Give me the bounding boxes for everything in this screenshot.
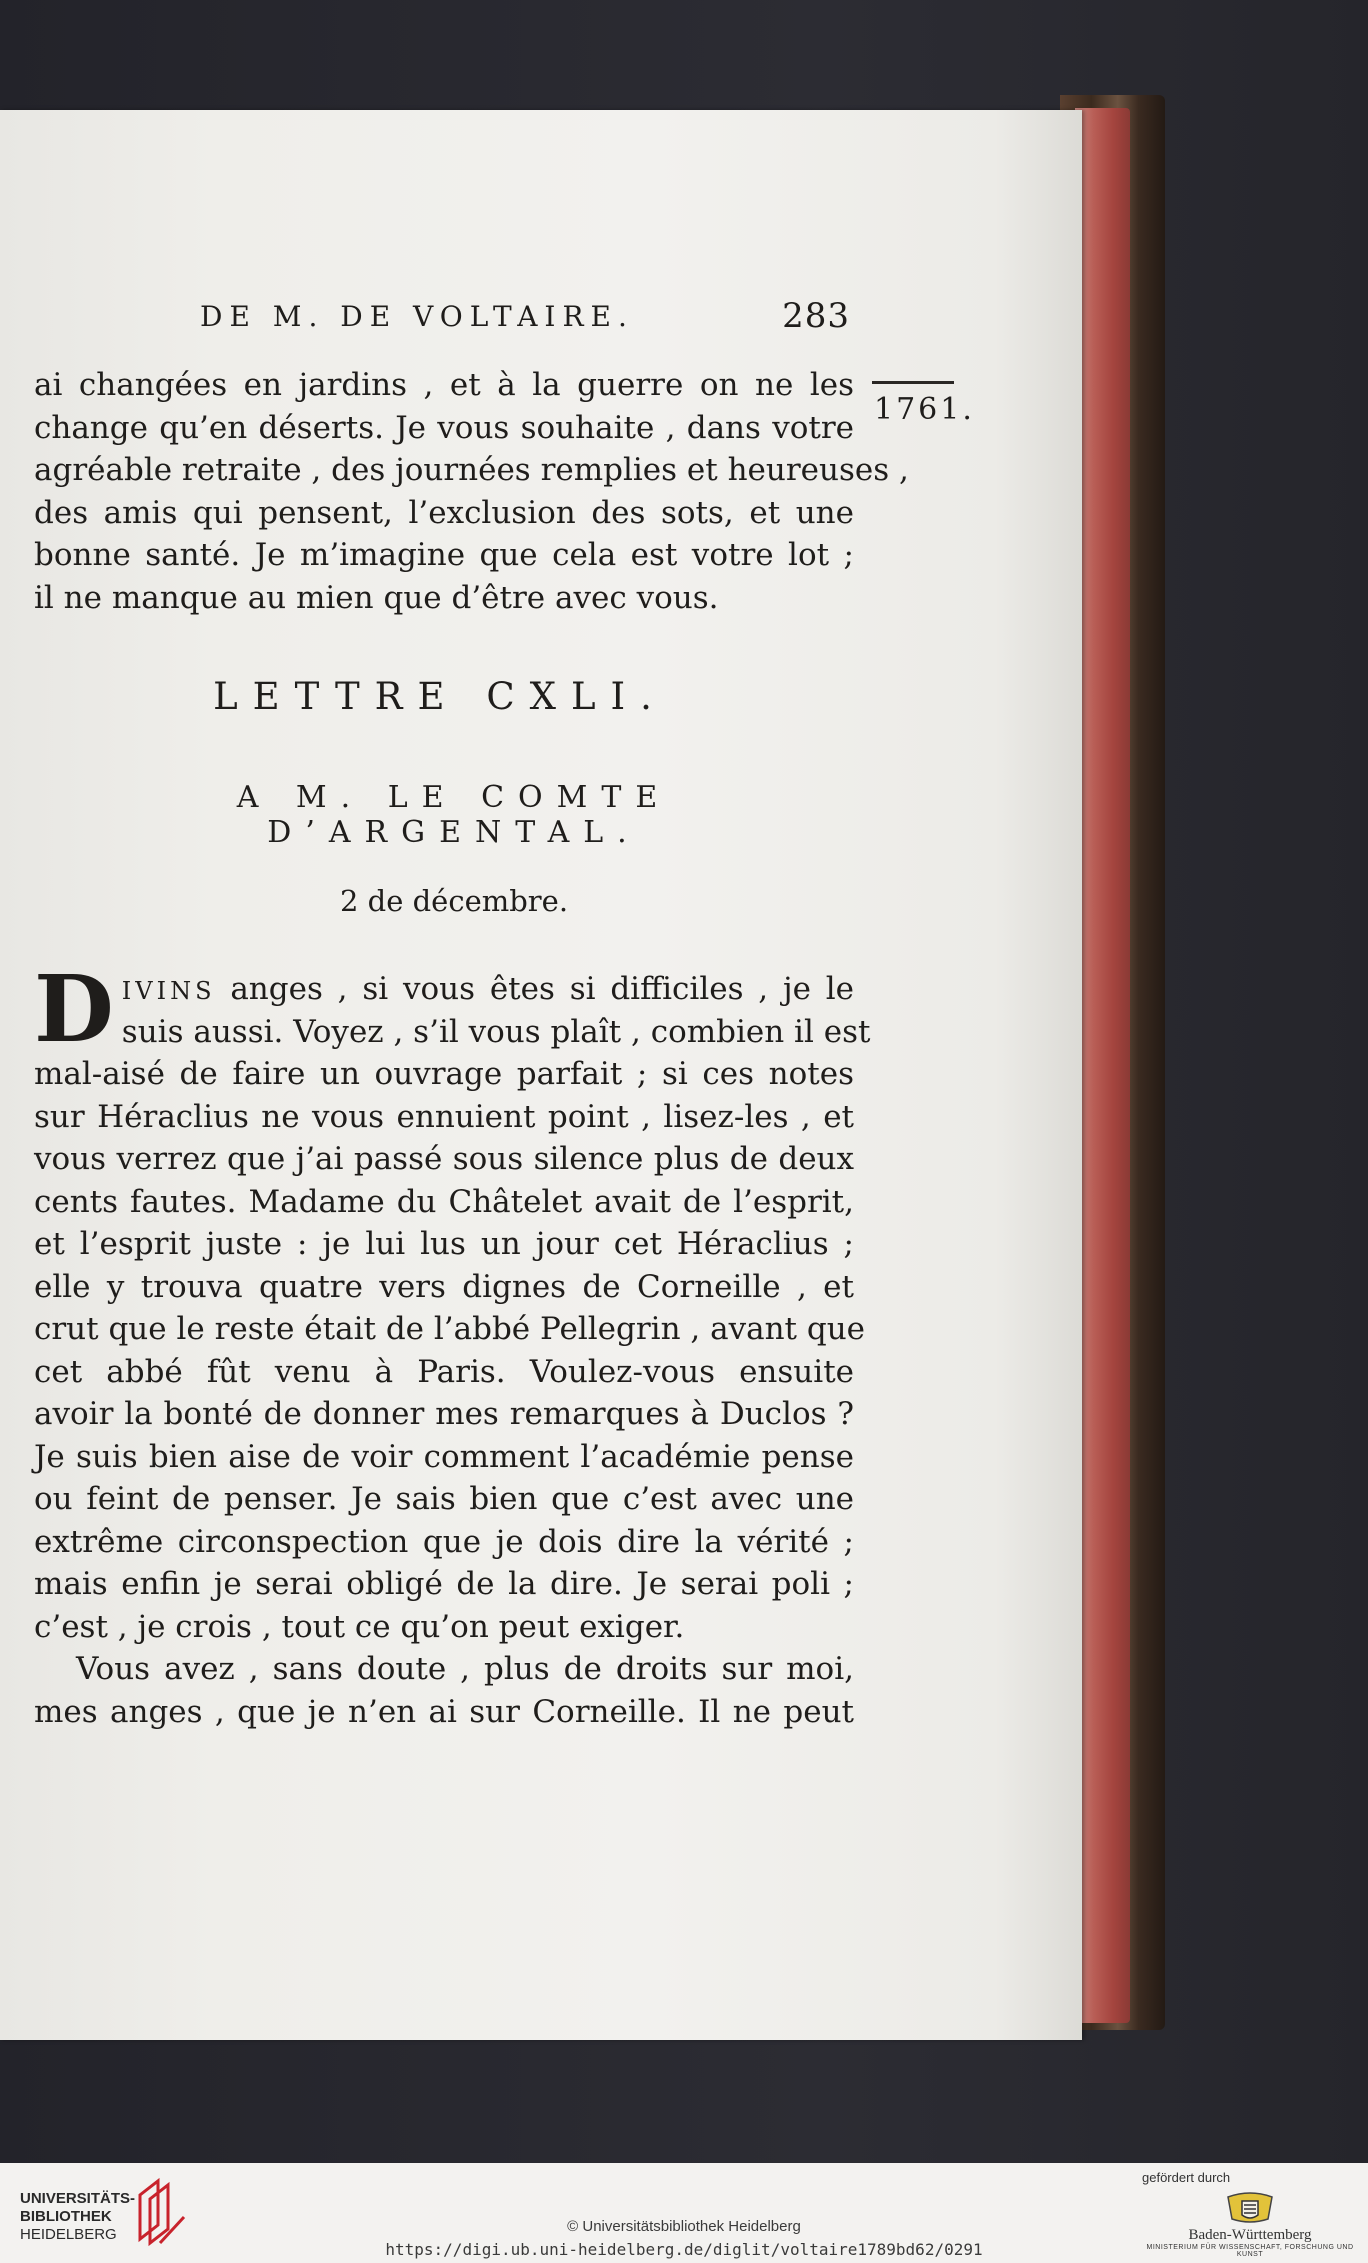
opening-paragraph [34,364,909,619]
permalink-url[interactable]: https://digi.ub.uni-heidelberg.de/diglit/voltaire1789bd62/0291 [385,2240,983,2259]
sponsor-label: gefördert durch [1142,2170,1231,2185]
sponsor-ministry: MINISTERIUM FÜR WISSENSCHAFT, FORSCHUNG UND KUNST [1146,2244,1354,2258]
letter-date: 2 de décembre. [340,884,569,918]
text-line: Je suis bien aise de voir comment l’académie pense [34,1438,854,1475]
text-line: il ne manque au mien que d’être avec vous. [34,579,719,616]
text-line: ou feint de penser. Je sais bien que c’est avec une [34,1481,854,1517]
text-line: des amis qui pensent, l’exclusion des sots, et une [34,494,854,531]
drop-cap: D [34,955,114,1063]
library-name[interactable] [20,2190,135,2244]
letter-title: LETTRE CXLI. [213,675,667,718]
library-name-line: UNIVERSITÄTS- [20,2190,136,2207]
sponsor-name: Baden-Württemberg [1188,2227,1312,2243]
red-page-edges [1075,108,1130,2023]
library-name-line: BIBLIOTHEK [20,2208,112,2225]
text-line: agréable retraite , des journées remplies et heureuses , [34,452,909,488]
page-number: 283 [782,296,850,336]
text-line: vous verrez que j’ai passé sous silence plus de deux [34,1141,854,1177]
text-line: ai changées en jardins , et à la guerre on ne les [34,367,854,403]
letter-body [34,955,871,1733]
text-line: sur Héraclius ne vous ennuient point , lisez-les , et [34,1098,854,1135]
running-head [200,296,850,340]
text-line: change qu’en déserts. Je vous souhaite , dans votre [34,409,854,446]
text-line: elle y trouva quatre vers dignes de Corneille , et [34,1268,854,1305]
margin-rule [872,381,954,384]
sponsor-block[interactable] [1140,2170,1360,2258]
text-line: c’est , je crois , tout ce qu’on peut exiger. [34,1608,685,1645]
margin-year: 1761. [874,392,975,427]
text-line: cents fautes. Madame du Châtelet avait de l’esprit, [34,1183,854,1220]
text-line: crut que le reste était de l’abbé Pellegrin , avant que [34,1311,866,1347]
text-line: avoir la bonté de donner mes remarques à Duclos ? [34,1396,854,1432]
text-line: Vous avez , sans doute , plus de droits sur moi, [34,1651,854,1687]
letter-recipient: A M. LE COMTE D’ARGENTAL. [236,780,672,850]
text-line: bonne santé. Je m’imagine que cela est votre lot ; [34,537,854,573]
running-head-title: DE M. DE VOLTAIRE. [200,300,634,333]
text-line: extrême circonspection que je dois dire la vérité ; [34,1523,854,1560]
text-line-rest: anges , si vous êtes si difficiles , je le [215,971,854,1007]
text-line: mal-aisé de faire un ouvrage parfait ; si ces notes [34,1056,854,1092]
text-line: mais enfin je serai obligé de la dire. Je serai poli ; [34,1566,854,1602]
text-line: et l’esprit juste : je lui lus un jour cet Héraclius ; [34,1226,854,1262]
copyright-notice: © Universitätsbibliothek Heidelberg [567,2218,801,2235]
first-word-smallcaps: IVINS [121,977,216,1005]
state-crest-icon [1222,2189,1278,2225]
text-line: suis aussi. Voyez , s’il vous plaît , combien il est [121,1013,871,1050]
library-name-line: HEIDELBERG [20,2226,117,2243]
text-line: mes anges , que je n’en ai sur Corneille. Il ne peut [34,1693,854,1730]
text-line: cet abbé fût venu à Paris. Voulez-vous ensuite [34,1353,854,1390]
